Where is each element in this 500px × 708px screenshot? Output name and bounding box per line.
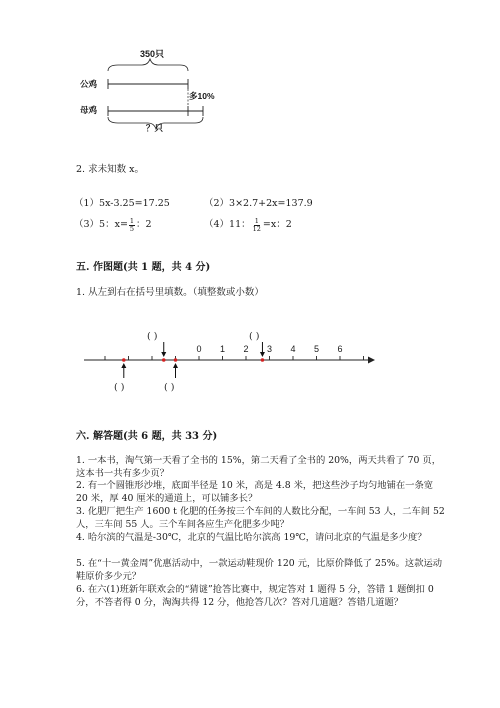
- point-marker: [162, 358, 166, 362]
- number-line: [84, 322, 384, 382]
- q2-eq4-den: 12: [252, 224, 261, 233]
- hen-label: 母鸡: [80, 105, 98, 115]
- total-brace: [108, 59, 188, 71]
- tick-label: 1: [219, 344, 226, 354]
- problem-3: 3. 化肥厂把生产 1600 t 化肥的任务按三个车间的人数比分配，一车间 53 人，二车间 52 人，三车间 55 人。三个车间各应生产化肥多少吨？: [76, 506, 445, 530]
- q2-eq4: [204, 218, 292, 232]
- arrow-head-icon: [161, 352, 166, 357]
- q2-eq4-num: 1: [254, 217, 259, 225]
- problem-5: 5. 在“十一黄金周”优惠活动中，一款运动鞋现价 120 元，比原价降低了 25%。这款运动鞋原价多少元？: [76, 558, 443, 582]
- point-marker: [122, 358, 126, 362]
- total-label: 350只: [140, 49, 165, 59]
- q2-eq4-pre: （4）11：: [204, 219, 251, 231]
- problem-2: 2. 有一个圆锥形沙堆，底面半径是 10 米，高是 4.8 米，把这些沙子均匀地铺在一条宽 20 米，厚 40 厘米的通道上，可以铺多长？: [76, 480, 434, 504]
- rooster-label: 公鸡: [80, 79, 98, 89]
- section5-title: 五. 作图题(共 1 题，共 4 分): [76, 262, 211, 273]
- tick-label: 2: [243, 344, 249, 354]
- point-marker: [261, 358, 265, 362]
- q2-eq1: （1）5x-3.25=17.25: [74, 198, 170, 209]
- tick-label: 0: [196, 344, 202, 354]
- arrow-head-icon: [260, 352, 265, 357]
- q2-eq4-post: =x：2: [262, 219, 292, 231]
- point-marker: [174, 358, 178, 362]
- problem-1: 1. 一本书，淘气第一天看了全书的 15%，第二天看了全书的 20%，两天共看了 70 页，这本书一共有多少页？: [76, 455, 442, 479]
- tick-label: 6: [337, 344, 343, 354]
- number-line-svg: [84, 322, 384, 382]
- extra-label: 多10%: [189, 91, 215, 101]
- bracket-left-top: ( ): [147, 331, 158, 342]
- q2-eq4-fraction: [252, 218, 262, 232]
- q2-eq3: [74, 218, 152, 232]
- bracket-right-top: ( ): [249, 331, 260, 342]
- bracket-left-bottom: ( ): [114, 382, 125, 393]
- tick-label: 5: [313, 344, 320, 354]
- q2-eq3-num: 1: [129, 217, 135, 225]
- q2-eq3-post: ：2: [136, 219, 152, 231]
- bracket-mid-bottom: ( ): [164, 382, 175, 393]
- arrow-head-icon: [121, 363, 126, 368]
- arrow-head-icon: [173, 363, 178, 368]
- q2-eq2: （2）3×2.7+2x=137.9: [204, 198, 313, 209]
- tick-label: 3: [266, 344, 273, 354]
- problem-4: 4. 哈尔滨的气温是-30℃，北京的气温比哈尔滨高 19℃，请问北京的气温是多少度？: [76, 532, 427, 543]
- q2-eq3-den: 5: [129, 224, 135, 233]
- q2-eq3-pre: （3）5：x=: [74, 219, 128, 231]
- tick-label: 4: [290, 344, 296, 354]
- problem-6: 6. 在六(1)班新年联欢会的“猜谜”抢答比赛中，规定答对 1 题得 5 分，答错 1 题倒扣 0 分，不答者得 0 分，淘淘共得 12 分，他抢答几次？答对几道题？答错几道题？: [76, 584, 434, 608]
- axis-arrow: [368, 357, 375, 364]
- section6-title: 六. 解答题(共 6 题，共 33 分): [76, 431, 218, 442]
- q2-eq3-fraction: [129, 218, 135, 232]
- q2-title: 2. 求未知数 x。: [76, 164, 144, 175]
- unknown-label: ？只: [146, 123, 164, 133]
- section5-q1: 1. 从左到右在括号里填数。（填整数或小数）: [76, 287, 264, 298]
